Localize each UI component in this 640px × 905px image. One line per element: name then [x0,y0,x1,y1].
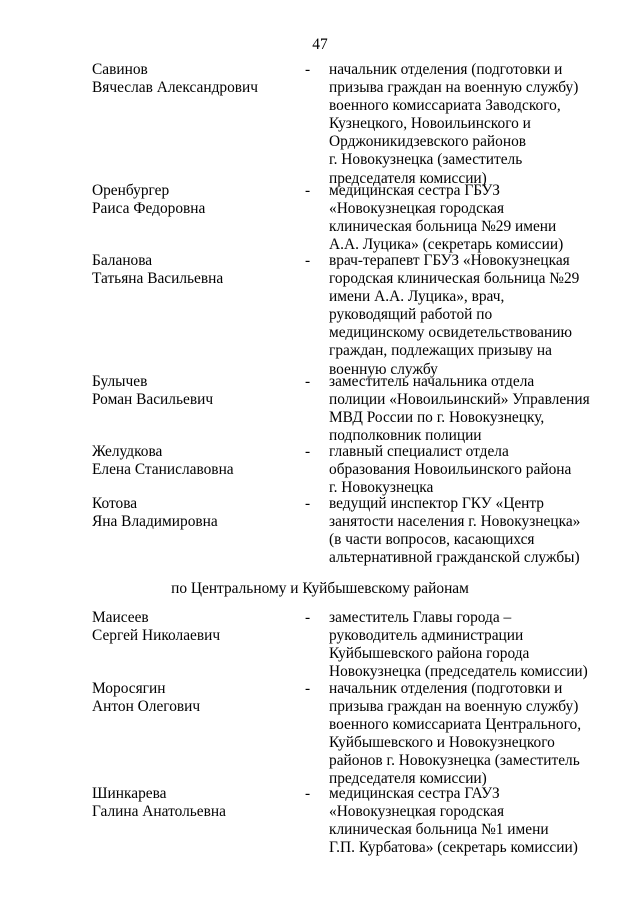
role-line: медицинская сестра ГБУЗ [329,182,500,199]
role-line: г. Новокузнецка (заместитель [329,151,523,169]
member-surname: Шинкарева [92,785,167,802]
role-line: «Новокузнецкая городская [329,200,505,218]
member-given-name: Раиса Федоровна [92,200,206,218]
role-line: районов г. Новокузнецка (заместитель [329,752,580,770]
role-line: председателя комиссии) [329,169,487,187]
role-line: занятости населения г. Новокузнецка» [329,513,581,531]
dash-separator: - [305,443,311,460]
member-role [329,252,619,379]
member-name [92,609,302,645]
dash-separator: - [305,785,311,802]
role-line: заместитель Главы города – [329,609,512,626]
role-line: военную службу [329,360,438,378]
dash-separator: - [305,609,311,626]
dash-separator: - [305,680,311,697]
role-line: Кузнецкого, Новоильинского и [329,115,531,133]
role-line: главный специалист отдела [329,443,509,460]
member-surname: Баланова [92,252,153,269]
dash-separator: - [305,252,311,269]
member-surname: Желудкова [92,443,163,460]
role-line: Куйбышевского района города [329,645,530,663]
member-role [329,182,619,254]
member-given-name: Татьяна Васильевна [92,270,224,288]
role-line: «Новокузнецкая городская [329,803,505,821]
role-line: председателя комиссии) [329,770,487,788]
section-title: по Центральному и Куйбышевскому районам [171,580,469,597]
member-role [329,373,619,445]
role-line: призыва граждан на военную службу) [329,79,579,97]
role-line: образования Новоильинского района [329,461,572,479]
member-role [329,680,619,789]
member-surname: Моросягин [92,680,166,697]
member-name [92,495,302,531]
role-line: МВД России по г. Новокузнецку, [329,409,545,427]
member-role [329,61,619,188]
role-line: граждан, подлежащих призыву на [329,342,552,360]
role-line: имени А.А. Луцика», врач, [329,288,505,306]
member-given-name: Яна Владимировна [92,513,218,531]
role-line: Куйбышевского и Новокузнецкого [329,734,555,752]
role-line: заместитель начальника отдела [329,373,535,390]
member-surname: Савинов [92,61,148,78]
role-line: Орджоникидзевского районов [329,133,527,151]
role-line: (в части вопросов, касающихся [329,531,535,549]
member-given-name: Елена Станиславовна [92,461,234,479]
role-line: клиническая больница №1 имени [329,821,549,839]
member-name [92,252,302,288]
member-given-name: Антон Олегович [92,698,201,716]
member-surname: Оренбургер [92,182,170,199]
dash-separator: - [305,182,311,199]
role-line: А.А. Луцика» (секретарь комиссии) [329,236,564,254]
role-line: руководитель администрации [329,627,524,645]
role-line: медицинскому освидетельствованию [329,324,572,342]
role-line: врач-терапевт ГБУЗ «Новокузнецкая [329,252,570,269]
member-role [329,443,619,497]
role-line: Г.П. Курбатова» (секретарь комиссии) [329,839,578,857]
role-line: призыва граждан на военную службу) [329,698,579,716]
member-given-name: Роман Васильевич [92,391,214,409]
member-role [329,609,619,681]
member-name [92,182,302,218]
member-surname: Котова [92,495,138,512]
role-line: военного комиссариата Заводского, [329,97,561,115]
member-name [92,785,302,821]
member-name [92,680,302,716]
role-line: ведущий инспектор ГКУ «Центр [329,495,544,512]
role-line: альтернативной гражданской службы) [329,549,580,567]
dash-separator: - [305,495,311,512]
role-line: начальник отделения (подготовки и [329,61,563,78]
role-line: медицинская сестра ГАУЗ [329,785,500,802]
member-surname: Булычев [92,373,148,390]
member-name [92,443,302,479]
member-role [329,785,619,857]
role-line: подполковник полиции [329,427,482,445]
role-line: руководящий работой по [329,306,493,324]
member-role [329,495,619,567]
role-line: начальник отделения (подготовки и [329,680,563,697]
role-line: Новокузнецка (председатель комиссии) [329,663,588,681]
member-surname: Маисеев [92,609,149,626]
dash-separator: - [305,61,311,78]
role-line: военного комиссариата Центрального, [329,716,582,734]
member-given-name: Вячеслав Александрович [92,79,259,97]
dash-separator: - [305,373,311,390]
member-name [92,61,302,97]
role-line: г. Новокузнецка [329,479,434,497]
member-name [92,373,302,409]
role-line: полиции «Новоильинский» Управления [329,391,590,409]
member-given-name: Галина Анатольевна [92,803,226,821]
role-line: клиническая больница №29 имени [329,218,557,236]
page-number: 47 [312,36,328,53]
member-given-name: Сергей Николаевич [92,627,221,645]
role-line: городская клиническая больница №29 [329,270,580,288]
